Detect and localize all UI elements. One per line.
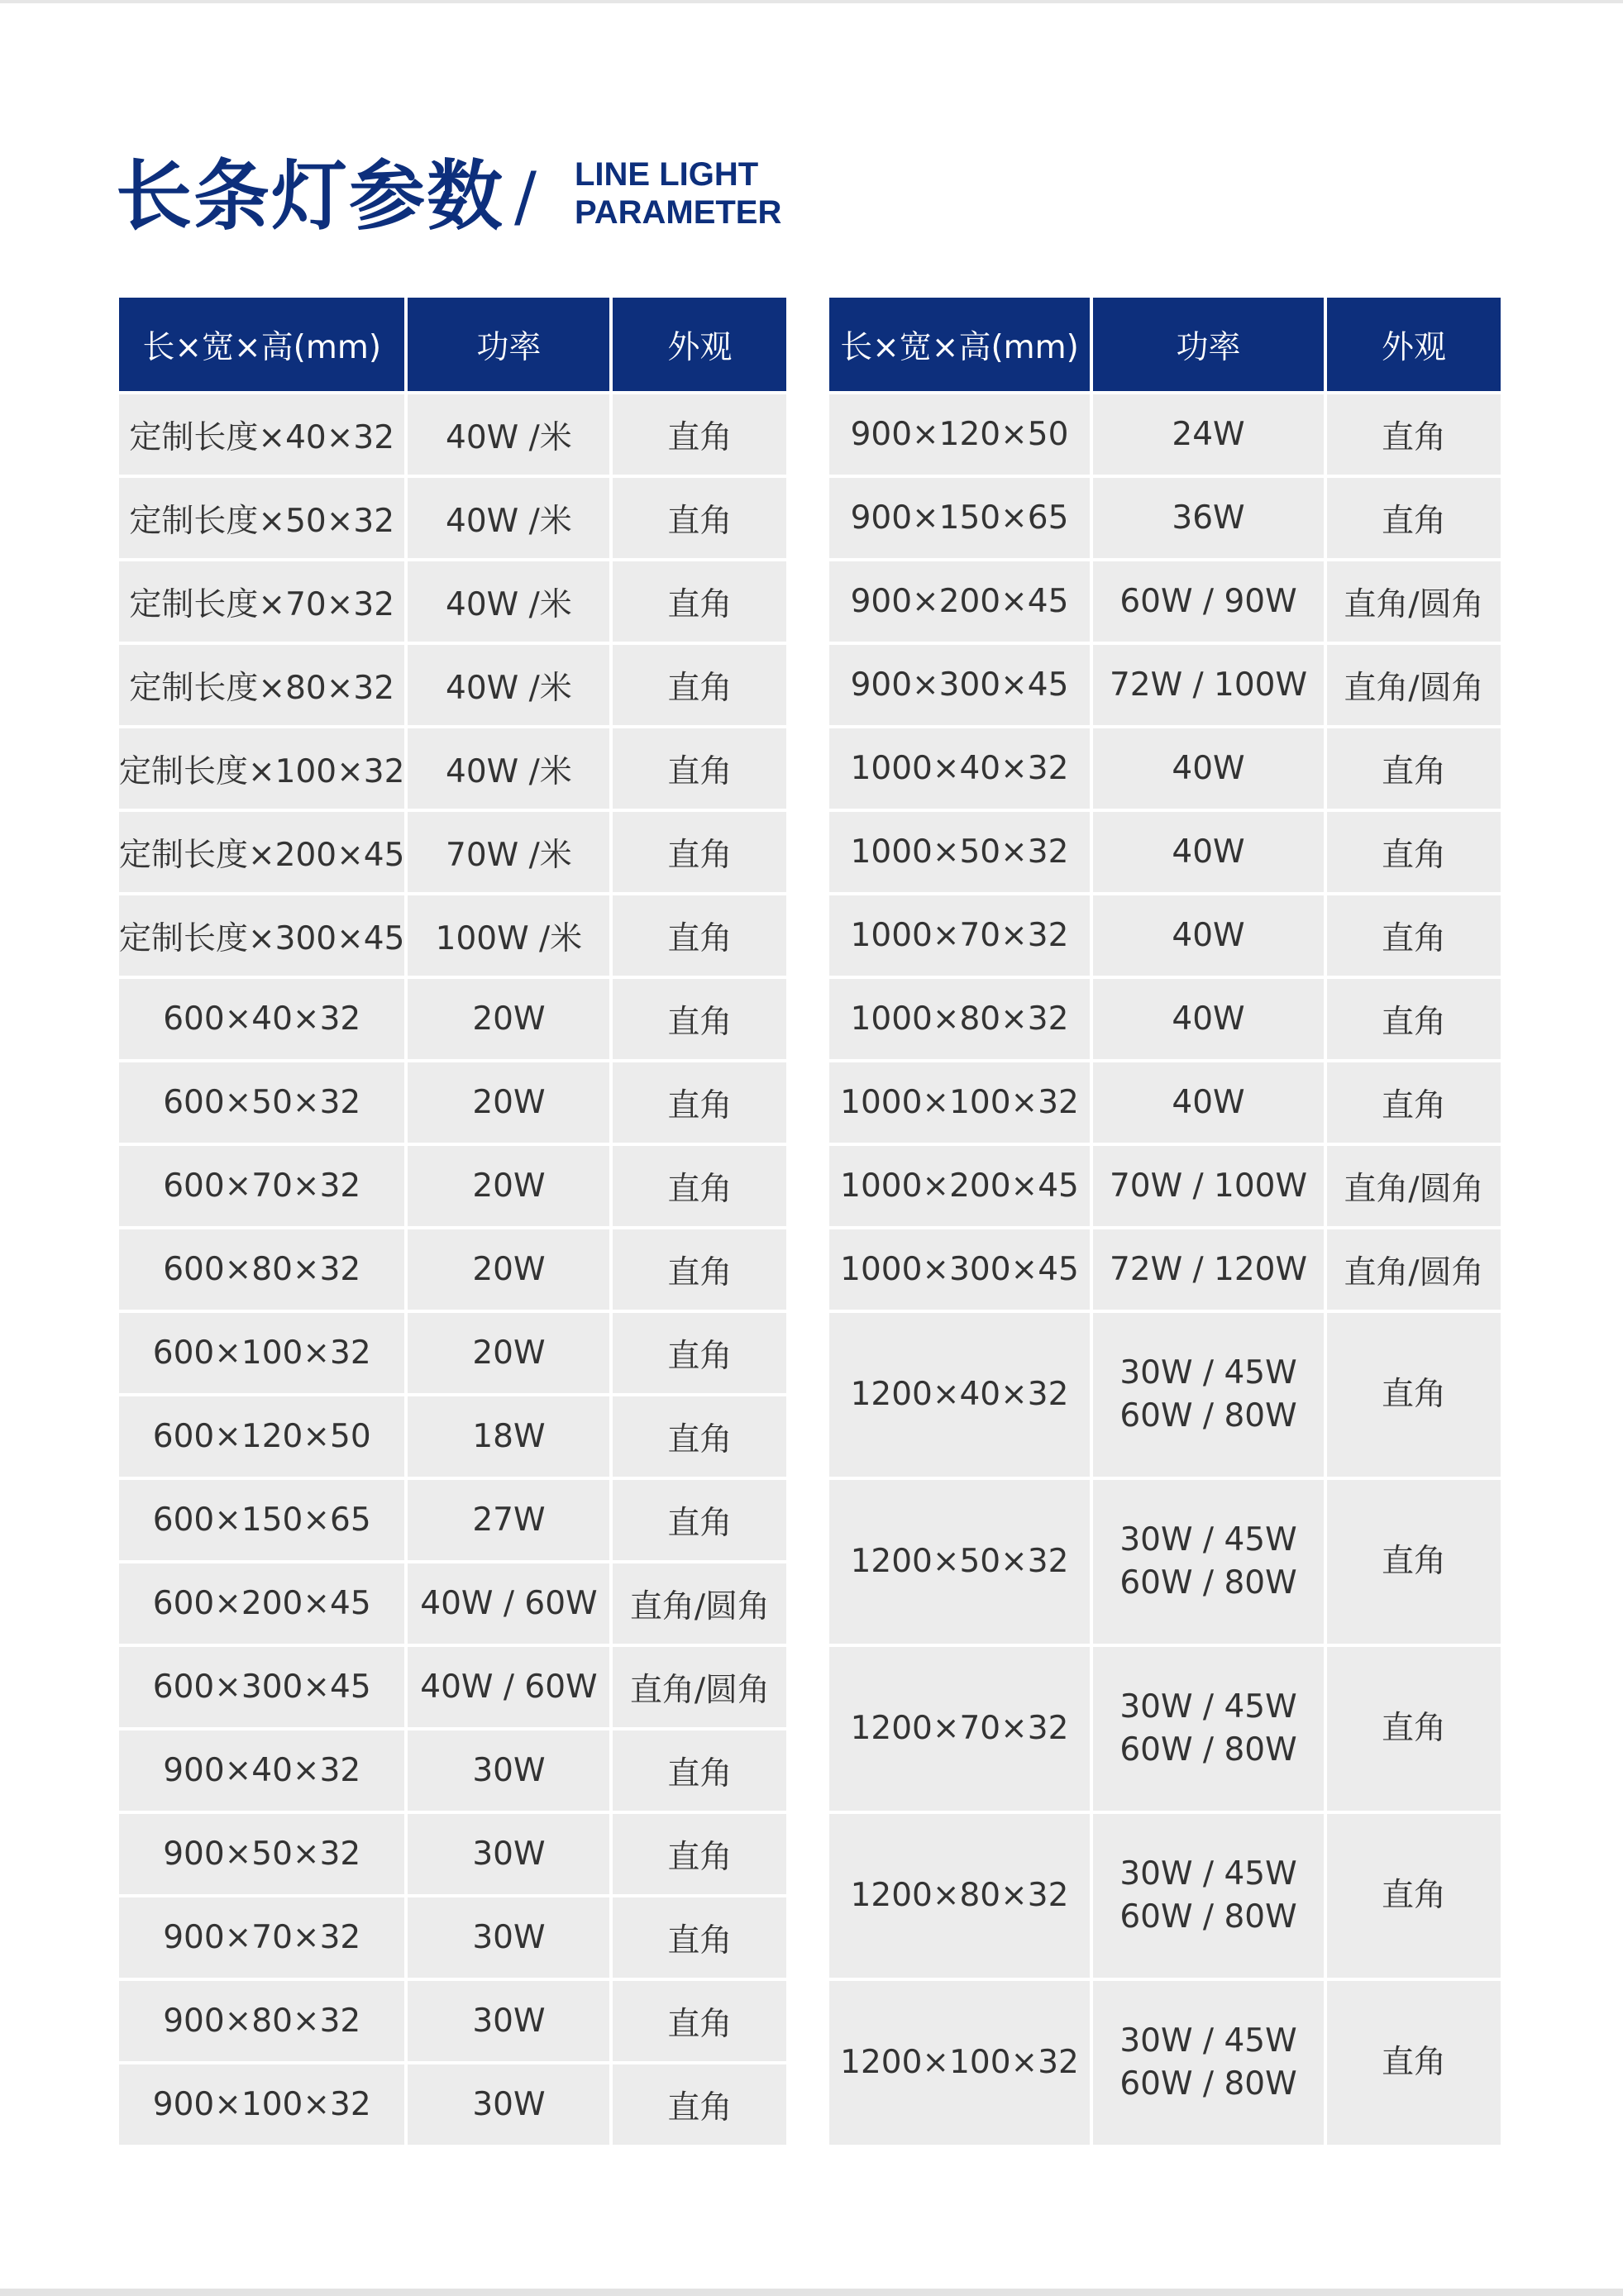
power-cell: 40W: [1093, 728, 1324, 809]
shape-cell: 直角: [1327, 1313, 1501, 1477]
table-row: [829, 478, 1501, 558]
spec-table-left: [116, 294, 790, 2148]
power-cell: [1093, 1981, 1324, 2145]
shape-cell: 直角: [613, 895, 786, 976]
table-row: [119, 1730, 786, 1811]
table-row: [119, 645, 786, 725]
size-cell: 900×70×32: [119, 1897, 404, 1978]
title-en-line-1: LINE LIGHT: [575, 156, 759, 193]
size-cell: 900×120×50: [829, 394, 1090, 475]
top-divider: [0, 0, 1623, 3]
power-cell: 36W: [1093, 478, 1324, 558]
power-line: 60W / 80W: [1119, 1397, 1297, 1434]
power-cell: [1093, 1313, 1324, 1477]
column-header-shape: 外观: [613, 298, 786, 391]
table-row: [119, 1897, 786, 1978]
power-cell: [1093, 1480, 1324, 1644]
size-cell: 1200×40×32: [829, 1313, 1090, 1477]
power-cell: 70W / 100W: [1093, 1146, 1324, 1226]
power-cell: 40W /米: [408, 561, 609, 642]
power-cell: 40W /米: [408, 645, 609, 725]
power-cell: 27W: [408, 1480, 609, 1560]
power-cell: 100W /米: [408, 895, 609, 976]
power-cell: 72W / 120W: [1093, 1229, 1324, 1310]
power-cell: 60W / 90W: [1093, 561, 1324, 642]
column-header-power: 功率: [1093, 298, 1324, 391]
table-row: [829, 1647, 1501, 1811]
column-header-shape: 外观: [1327, 298, 1501, 391]
power-line: 30W / 45W: [1119, 1354, 1297, 1391]
power-line: 60W / 80W: [1119, 1564, 1297, 1601]
power-cell: 24W: [1093, 394, 1324, 475]
size-cell: 600×120×50: [119, 1396, 404, 1477]
power-cell: 30W: [408, 1814, 609, 1894]
size-cell: 1000×40×32: [829, 728, 1090, 809]
shape-cell: 直角/圆角: [613, 1563, 786, 1644]
power-cell: 72W / 100W: [1093, 645, 1324, 725]
shape-cell: 直角: [613, 1981, 786, 2061]
shape-cell: 直角: [613, 1313, 786, 1393]
table-row: [119, 1396, 786, 1477]
size-cell: 600×40×32: [119, 979, 404, 1059]
title-en-line-2: PARAMETER: [575, 194, 782, 231]
power-cell: 30W: [408, 1981, 609, 2061]
shape-cell: 直角: [613, 561, 786, 642]
table-row: [119, 979, 786, 1059]
table-row: [829, 394, 1501, 475]
shape-cell: 直角: [613, 1730, 786, 1811]
bottom-divider: [0, 2289, 1623, 2296]
size-cell: 定制长度×40×32: [119, 394, 404, 475]
power-cell: 40W /米: [408, 728, 609, 809]
page-title: 长条灯参数: [116, 152, 505, 241]
size-cell: 600×100×32: [119, 1313, 404, 1393]
power-line: 30W / 45W: [1119, 1855, 1297, 1893]
size-cell: 600×200×45: [119, 1563, 404, 1644]
table-row: [829, 1062, 1501, 1143]
shape-cell: 直角: [1327, 1062, 1501, 1143]
shape-cell: 直角: [613, 478, 786, 558]
table-row: [829, 1229, 1501, 1310]
size-cell: 600×80×32: [119, 1229, 404, 1310]
table-header-row: [119, 298, 786, 391]
table-row: [829, 1814, 1501, 1978]
table-row: [829, 645, 1501, 725]
table-row: [119, 1647, 786, 1727]
table-row: [829, 1313, 1501, 1477]
shape-cell: 直角: [613, 812, 786, 892]
size-cell: 1000×80×32: [829, 979, 1090, 1059]
table-row: [829, 728, 1501, 809]
column-header-size: 长×宽×高(mm): [119, 298, 404, 391]
table-row: [119, 478, 786, 558]
size-cell: 1200×70×32: [829, 1647, 1090, 1811]
power-cell: 40W: [1093, 895, 1324, 976]
size-cell: 900×100×32: [119, 2064, 404, 2145]
size-cell: 1000×300×45: [829, 1229, 1090, 1310]
table-row: [119, 895, 786, 976]
power-cell: 30W: [408, 2064, 609, 2145]
size-cell: 1200×50×32: [829, 1480, 1090, 1644]
shape-cell: 直角: [613, 1229, 786, 1310]
table-row: [119, 394, 786, 475]
shape-cell: 直角: [1327, 728, 1501, 809]
table-row: [119, 728, 786, 809]
power-line: 30W / 45W: [1119, 1688, 1297, 1726]
shape-cell: 直角: [1327, 478, 1501, 558]
shape-cell: 直角: [613, 979, 786, 1059]
power-line: 30W / 45W: [1119, 2022, 1297, 2060]
power-line: 30W / 45W: [1119, 1521, 1297, 1559]
table-row: [119, 1062, 786, 1143]
power-cell: [1093, 1814, 1324, 1978]
table-row: [119, 1480, 786, 1560]
table-row: [119, 1313, 786, 1393]
power-cell: 20W: [408, 1229, 609, 1310]
shape-cell: 直角: [1327, 394, 1501, 475]
shape-cell: 直角: [1327, 1981, 1501, 2145]
table-row: [829, 1480, 1501, 1644]
size-cell: 1000×70×32: [829, 895, 1090, 976]
table-row: [829, 1981, 1501, 2145]
power-cell: [1093, 1647, 1324, 1811]
size-cell: 定制长度×80×32: [119, 645, 404, 725]
size-cell: 600×70×32: [119, 1146, 404, 1226]
shape-cell: 直角: [1327, 1814, 1501, 1978]
page-title-english: [575, 155, 823, 232]
size-cell: 900×150×65: [829, 478, 1090, 558]
table-row: [829, 812, 1501, 892]
size-cell: 900×40×32: [119, 1730, 404, 1811]
power-cell: 40W: [1093, 979, 1324, 1059]
shape-cell: 直角: [613, 1146, 786, 1226]
power-line: 60W / 80W: [1119, 2065, 1297, 2103]
shape-cell: 直角/圆角: [1327, 1146, 1501, 1226]
power-line: 60W / 80W: [1119, 1731, 1297, 1769]
power-cell: 40W: [1093, 812, 1324, 892]
power-cell: 40W / 60W: [408, 1647, 609, 1727]
table-row: [119, 1229, 786, 1310]
size-cell: 1000×50×32: [829, 812, 1090, 892]
size-cell: 定制长度×200×45: [119, 812, 404, 892]
size-cell: 1000×100×32: [829, 1062, 1090, 1143]
shape-cell: 直角: [613, 2064, 786, 2145]
power-cell: 40W /米: [408, 394, 609, 475]
power-cell: 40W /米: [408, 478, 609, 558]
table-row: [119, 1814, 786, 1894]
size-cell: 600×300×45: [119, 1647, 404, 1727]
power-cell: 70W /米: [408, 812, 609, 892]
shape-cell: 直角/圆角: [1327, 561, 1501, 642]
power-cell: 18W: [408, 1396, 609, 1477]
table-row: [829, 1146, 1501, 1226]
shape-cell: 直角/圆角: [1327, 645, 1501, 725]
table-row: [119, 561, 786, 642]
table-header-row: [829, 298, 1501, 391]
title-separator: /: [514, 158, 537, 235]
shape-cell: 直角: [613, 1062, 786, 1143]
power-line: 60W / 80W: [1119, 1898, 1297, 1936]
shape-cell: 直角/圆角: [613, 1647, 786, 1727]
table-row: [119, 1563, 786, 1644]
table-row: [829, 561, 1501, 642]
shape-cell: 直角: [1327, 1480, 1501, 1644]
power-cell: 20W: [408, 1062, 609, 1143]
shape-cell: 直角: [1327, 895, 1501, 976]
shape-cell: 直角: [613, 1480, 786, 1560]
table-row: [119, 1146, 786, 1226]
table-row: [119, 812, 786, 892]
size-cell: 1200×80×32: [829, 1814, 1090, 1978]
power-cell: 20W: [408, 1313, 609, 1393]
power-cell: 30W: [408, 1897, 609, 1978]
shape-cell: 直角: [613, 1897, 786, 1978]
table-row: [119, 1981, 786, 2061]
table-row: [829, 979, 1501, 1059]
power-cell: 20W: [408, 1146, 609, 1226]
size-cell: 定制长度×50×32: [119, 478, 404, 558]
size-cell: 900×200×45: [829, 561, 1090, 642]
size-cell: 定制长度×300×45: [119, 895, 404, 976]
size-cell: 900×300×45: [829, 645, 1090, 725]
table-row: [119, 2064, 786, 2145]
table-row: [829, 895, 1501, 976]
spec-table-right: [826, 294, 1504, 2148]
column-header-size: 长×宽×高(mm): [829, 298, 1090, 391]
shape-cell: 直角: [613, 394, 786, 475]
size-cell: 定制长度×100×32: [119, 728, 404, 809]
size-cell: 定制长度×70×32: [119, 561, 404, 642]
power-cell: 30W: [408, 1730, 609, 1811]
size-cell: 1000×200×45: [829, 1146, 1090, 1226]
shape-cell: 直角: [1327, 979, 1501, 1059]
size-cell: 900×80×32: [119, 1981, 404, 2061]
shape-cell: 直角: [613, 728, 786, 809]
power-cell: 40W: [1093, 1062, 1324, 1143]
shape-cell: 直角/圆角: [1327, 1229, 1501, 1310]
power-cell: 20W: [408, 979, 609, 1059]
shape-cell: 直角: [613, 645, 786, 725]
size-cell: 600×50×32: [119, 1062, 404, 1143]
shape-cell: 直角: [1327, 1647, 1501, 1811]
size-cell: 1200×100×32: [829, 1981, 1090, 2145]
shape-cell: 直角: [1327, 812, 1501, 892]
shape-cell: 直角: [613, 1814, 786, 1894]
size-cell: 900×50×32: [119, 1814, 404, 1894]
column-header-power: 功率: [408, 298, 609, 391]
size-cell: 600×150×65: [119, 1480, 404, 1560]
power-cell: 40W / 60W: [408, 1563, 609, 1644]
shape-cell: 直角: [613, 1396, 786, 1477]
